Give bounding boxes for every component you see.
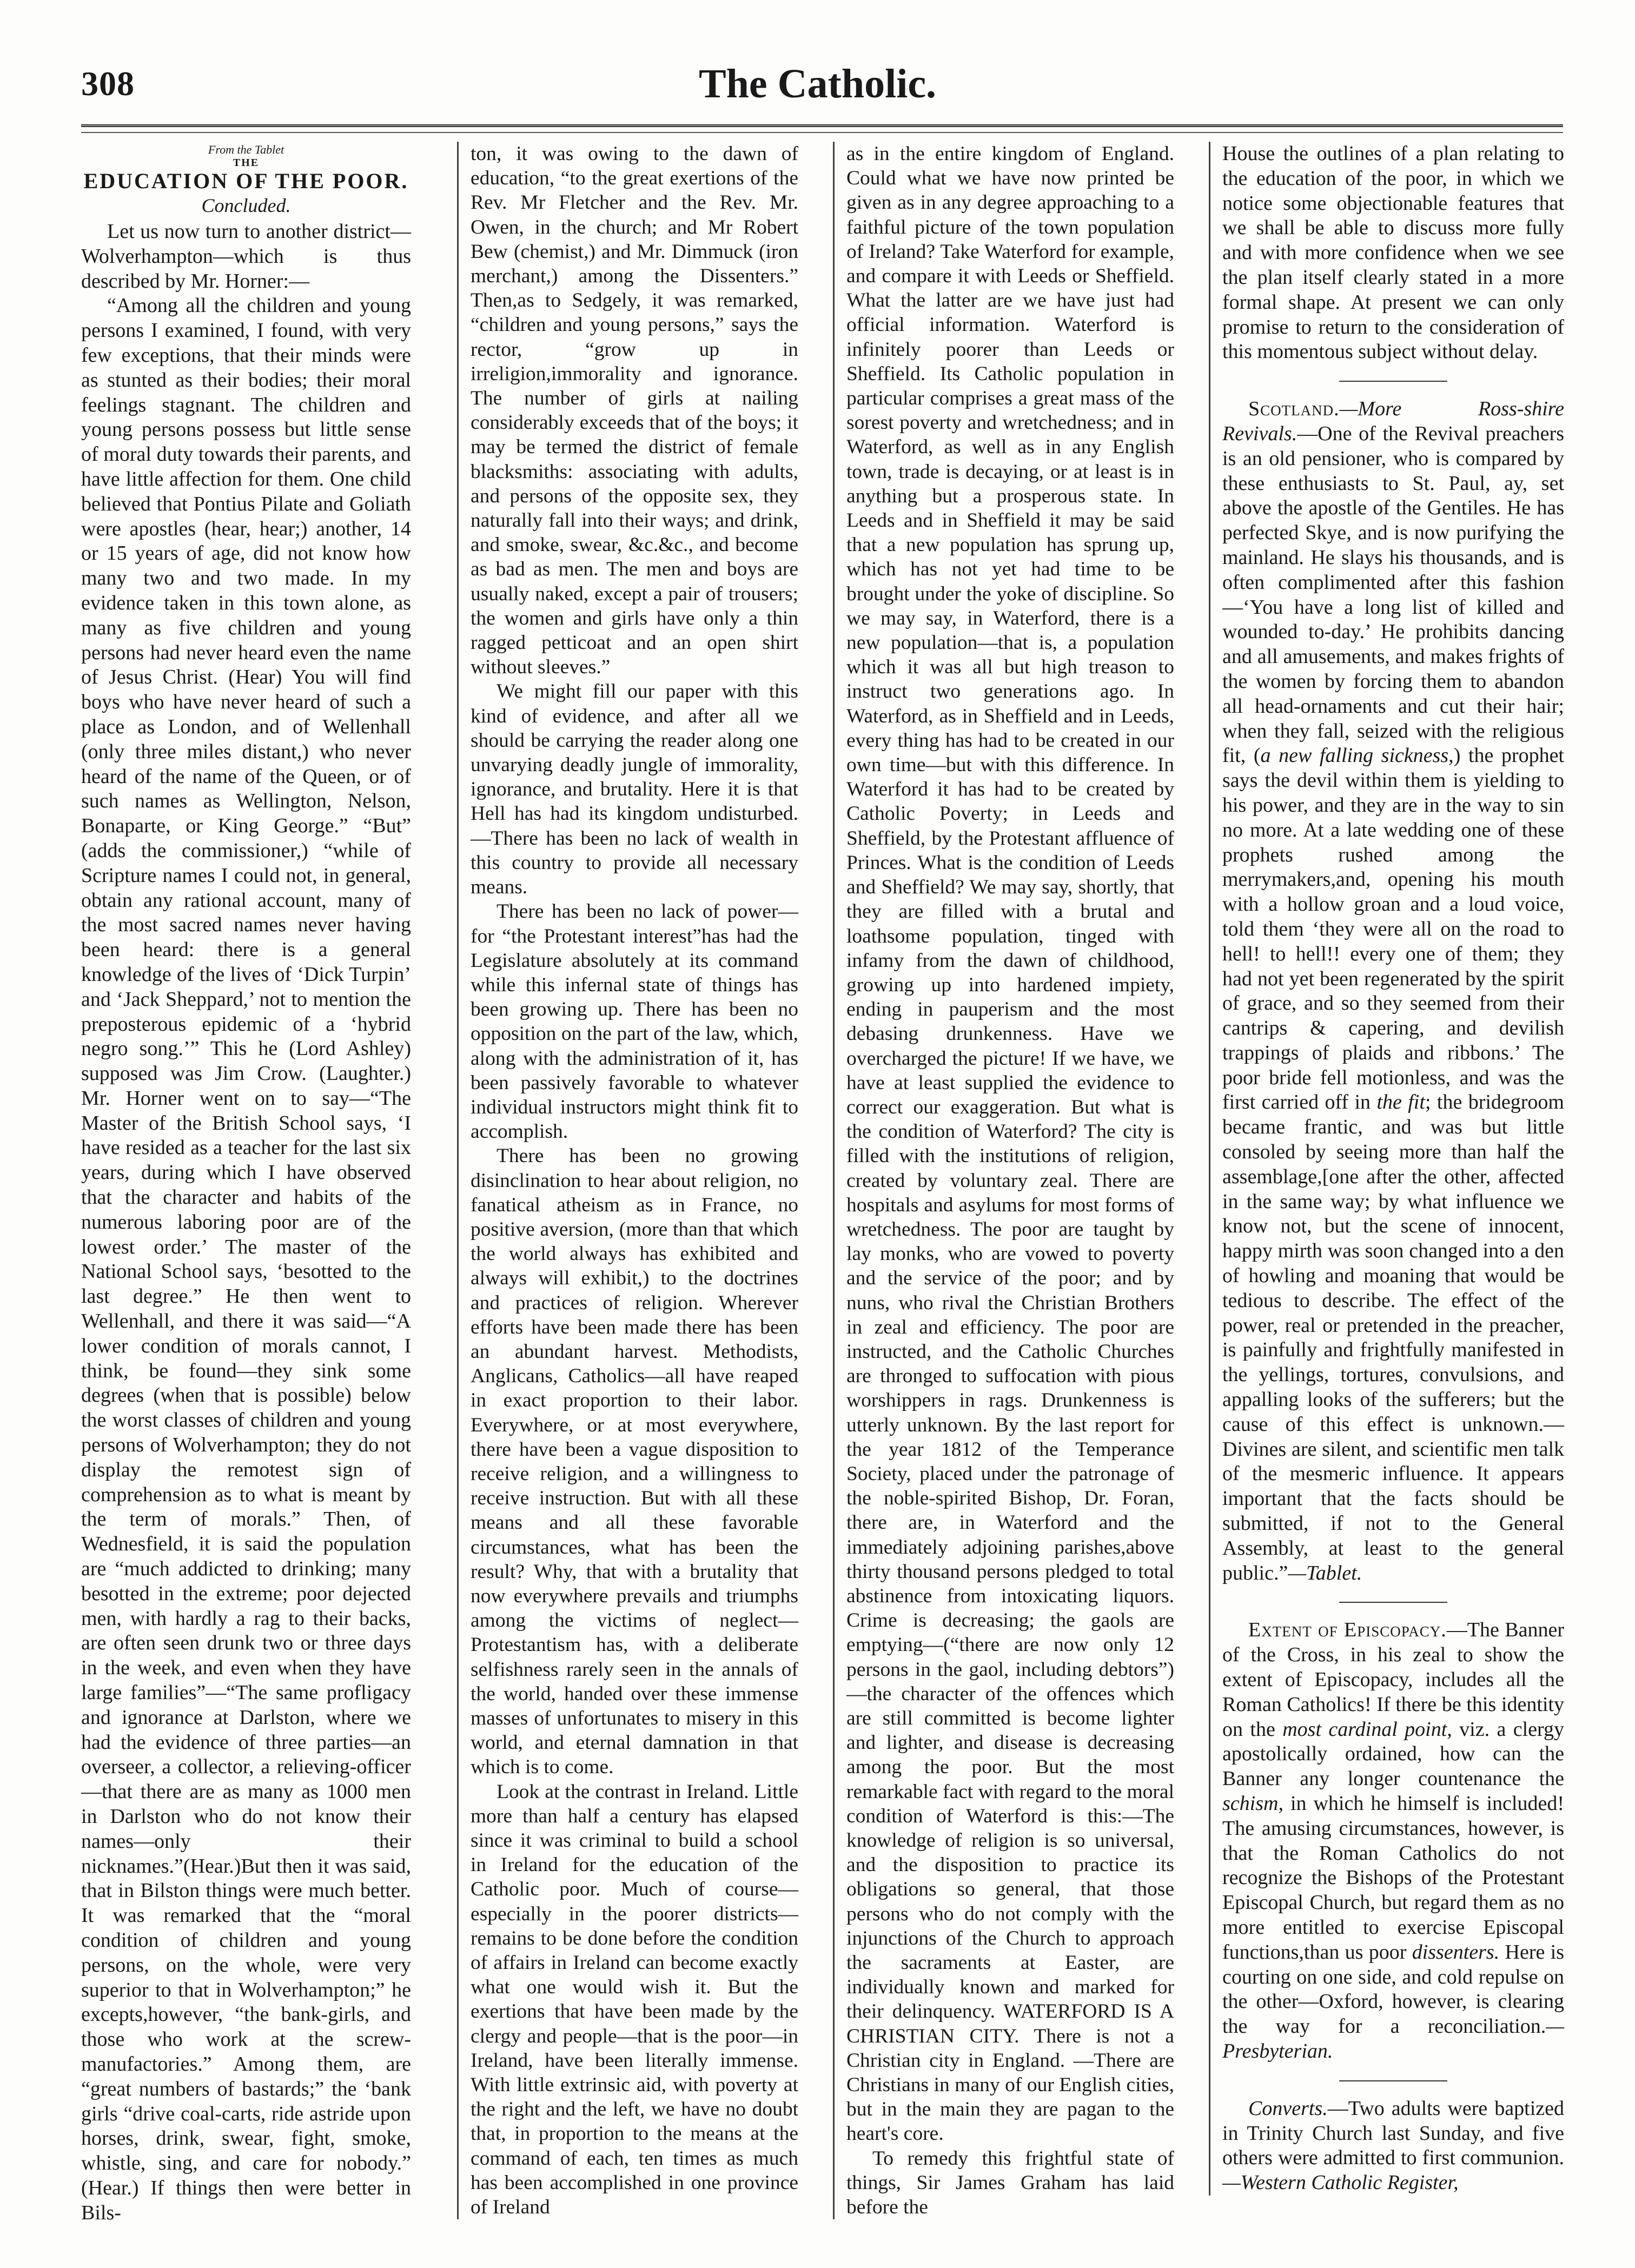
article-text: Here is courting on one side, and cold repulse on the other—Oxford, however, is clearing the way for a reconciliation.: [1222, 1940, 1564, 2038]
paragraph: “Among all the children and young persons I examined, I found, with very few exceptions, that their minds were as stunted as their bodies; their moral feelings stagnant. The children and young persons possess but little sense of moral duty towards their parents, and have little affection for them. One child believed that Pontius Pilate and Goliath were apostles (hear, hear;) another, 14 or 15 years of age, did not know how many two and two made. In my evidence taken in this town alone, as many as five children and young persons had never heard even the name of Jesus Christ. (Hear) You will find boys who have never heard of such a place as London, and of Wellenhall (only three miles distant,) who never heard of the name of the Queen, or of such names as Wellington, Nelson, Bonaparte, or King George.” “But” (adds the commissioner,) “while of Scripture names I could not, in general, obtain any rational account, many of the most sacred names never having been heard: there is a general knowledge of the lives of ‘Dick Turpin’ and ‘Jack Sheppard,’ not to mention the preposterous epidemic of a ‘hybrid negro song.’” This he (Lord Ashley) supposed was Jim Crow. (Laughter.) Mr. Horner went on to say—“The Master of the British School says, ‘I have resided as a teacher for the last six years, during which I have observed that the character and habits of the numerous laboring poor are of the lowest order.’ The master of the National School says, ‘besotted to the last degree.” He then went to Wellenhall, and there it was said—“A lower condition of morals cannot, I think, be found—they sink some degrees (when that is possible) below the worst classes of children and young persons of Wolverhampton; they do not display the remotest sign of comprehension as to what is meant by the term of morals.” Then, of Wednesfield, it is said the population are “much addicted to drinking; many besotted in the extreme; poor dejected men, with hardly a rag to their backs, are often seen drunk two or three days in the week, and even when they have large families”—“The same profligacy and ignorance at Darlston, where we had the evidence of three parties—an overseer, a collector, a relieving-officer—that there are as many as 1000 men in Darlston who do not know their names—only their nicknames.”(Hear.)But then it was said, that in Bilston things were much better. It was remarked that the “moral condition of children and young persons, on the whole, were very superior to that in Wolverhampton;” he excepts,however, “the bank-girls, and those who work at the screw-manufactories.” Among them, are “great numbers of bastards;” the ‘bank girls “drive coal-carts, ride astride upon horses, drink, swear, fight, smoke, whistle, sing, and care for nobody.” (Hear.) If things then were better in Bils-: [81, 294, 411, 2224]
article-text-italic: a new falling sickness,: [1260, 744, 1454, 767]
column-1: [81, 142, 411, 2226]
article-text-italic: schism,: [1222, 1792, 1283, 1815]
article-text-italic: dissenters.: [1412, 1940, 1500, 1964]
article-text: ; the bridegroom became frantic, and was but little consoled by seeing more than half the assemblage,[one after the other, affected in the same way; by what influence we know not, but the scene of innocent, happy mirth was soon changed into a den of howling and moaning that would be tedious to describe. The effect of the power, real or pretended in the preacher, is painfully and frightfully manifested in the yellings, tortures, convulsions, and appalling looks of the sufferers; but the cause of this effect is unknown.—Divines are silent, and scientific men talk of the mesmeric influence. It appears important that the facts should be submitted, if not to the General Assembly, at least to the general public.”: [1222, 1091, 1564, 1584]
article-text: viz. a clergy apostolically ordained, how can the Banner any longer countenance the: [1222, 1717, 1564, 1790]
publication-title: The Catholic.: [698, 61, 937, 107]
paragraph: There has been no lack of power—for “the Protestant interest”has had the Legislature absolutely at its command while this infernal state of things has been growing up. There has been no opposition on the part of the law, which, along with the administration of it, has been passively favorable to whatever individual instructors might think fit to accomplish.: [471, 900, 798, 1143]
article-converts: [1222, 2097, 1564, 2196]
paragraph: ton, it was owing to the dawn of education, “to the great exertions of the Rev. Mr Fletcher and the Rev. Mr. Owen, in the church; and Mr Robert Bew (chemist,) and Mr. Dimmuck (iron merchant,) among the Dissenters.” Then,as to Sedgely, it was remarked, “children and young persons,” says the rector, “grow up in irreligion,immorality and ignorance. The number of girls at nailing considerably exceeds that of the boys; it may be termed the district of female blacksmiths: associating with adults, and persons of the opposite sex, they naturally fall into their ways; and drink, and smoke, swear, &c.&c., and become as bad as men. The men and boys are usually naked, except a pair of trousers; the women and girls have only a thin ragged petticoat and an open shirt without sleeves.”: [471, 143, 798, 679]
header-rule: [81, 124, 1563, 127]
article-text: in which he himself is included! The amusing circumstances, however, is that the Roman Catholics do not recognize the Bishops of the Protestant Episcopal Church, but regard them as no more entitled to exercise Episcopal functions,than us poor: [1222, 1792, 1564, 1964]
paragraph: House the outlines of a plan relating to the education of the poor, in which we notice some objectionable features that we shall be able to discuss more fully and with more confidence when we see the plan itself clearly stated in a more formal shape. At present we can only promise to return to the consideration of this momentous subject without delay.: [1222, 142, 1564, 363]
article-status: Concluded.: [201, 195, 291, 216]
paragraph: There has been no growing disinclination to hear about religion, no fanatical atheism as in France, no positive aversion, (more than that which the world always has exhibited and always will exhibit,) to the doctrines and practices of religion. Wherever efforts have been made there has been an abundant harvest. Methodists, Anglicans, Catholics—all have reaped in exact proportion to their labor. Everywhere, or at most everywhere, there have been a vague disposition to receive religion, and a willingness to receive instruction. But with all these means and all these favorable circumstances, what has been the result? Why, that with a brutality that now everywhere prevails and triumphs among the victims of neglect—Protestantism has, with a deliberate selfishness rarely seen in the annals of the world, handed over these immense masses of unfortunates to misery in this world, and eternal damnation in that which is to come.: [471, 1145, 798, 1779]
article-text-italic: the fit: [1376, 1091, 1425, 1114]
article-title: EDUCATION OF THE POOR.: [83, 169, 409, 193]
article-source-line: From the Tablet: [208, 143, 284, 156]
article-source: —Western Catholic Register,: [1222, 2171, 1459, 2194]
article-title-prefix: THE: [233, 157, 260, 169]
article-text-italic: most cardinal point,: [1282, 1717, 1452, 1741]
column-3: [833, 142, 1174, 2219]
article-heading: Scotland.: [1248, 397, 1340, 421]
paragraph: We might fill our paper with this kind of evidence, and after all we should be carrying the reader along one unvarying deadly jungle of immorality, ignorance, and brutality. Here it is that Hell has had its kingdom undisturbed.—There has been no lack of wealth in this country to provide all necessary means.: [471, 680, 798, 899]
article-episcopacy: [1222, 1618, 1564, 2064]
article-separator: [1339, 1602, 1447, 1603]
article-separator: [1339, 2080, 1447, 2081]
article-text: —The Banner of the Cross, in his zeal to show the extent of Episcopacy, includes all the Roman Catholics! If there be this identity on the: [1222, 1619, 1564, 1741]
column-2: [457, 142, 798, 2219]
article-text: —Two adults were baptized in Trinity Church last Sunday, and five others were admitted to first communion.: [1222, 2097, 1564, 2170]
article-source: —Presbyterian.: [1222, 2015, 1564, 2063]
paragraph: Let us now turn to another district—Wolverhampton—which is thus described by Mr. Horner:—: [81, 220, 411, 293]
article-scotland: [1222, 397, 1564, 1586]
paragraph: as in the entire kingdom of England. Could what we have now printed be given as in any degree approaching to a faithful picture of the town population of Ireland? Take Waterford for example, and compare it with Leeds or Sheffield. What the latter are we have just had official information. Waterford is infinitely poorer than Leeds or Sheffield. Its Catholic population in particular comprises a great mass of the sorest poverty and wretchedness; and in Waterford, as well as in any English town, trade is decaying, or at least is in anything but a prosperous state. In Leeds and in Sheffield it may be said that a new population has sprung up, which has not yet had time to be brought under the yoke of discipline. So we may say, in Waterford, there is a new population—that is, a population which it was all but high treason to instruct two generations ago. In Waterford, as in Sheffield and in Leeds, every thing has had to be created in our own time—but with this difference. In Waterford it has had to be created by Catholic Poverty; in Leeds and Sheffield, by the Protestant affluence of Princes. What is the condition of Leeds and Sheffield? We may say, shortly, that they are filled with a brutal and loathsome population, tinged with infamy from the dawn of childhood, growing up into hardened impiety, ending in pauperism and the most debasing drunkenness. Have we overcharged the picture! If we have, we have at least supplied the evidence to correct our exaggeration. But what is the condition of Waterford? The city is filled with the institutions of religion, created by voluntary zeal. There are hospitals and asylums for most forms of wretchedness. The poor are taught by lay monks, who are vowed to poverty and the service of the poor; and by nuns, who rival the Christian Brothers in zeal and efficiency. The poor are instructed, and the Catholic Churches are thronged to suffocation with pious worshippers in rags. Drunkenness is utterly unknown. By the last report for the year 1812 of the Temperance Society, placed under the patronage of the noble-spirited Bishop, Dr. Foran, there are, in Waterford and the immediately adjoining parishes,above thirty thousand persons pledged to total abstinence from intoxicating liquors. Crime is decreasing; the gaols are emptying—(“there are now only 12 persons in the gaol, including debtors”)—the character of the offences which are still committed is become lighter and lighter, and disease is decreasing among the poor. But the most remarkable fact with regard to the moral condition of Waterford is this:—The knowledge of religion is so universal, and the disposition to practice its obligations so general, that those persons who do not comply with the injunctions of the Church to approach the sacraments at Easter, are individually known and marked for their delinquency. WATERFORD IS A CHRISTIAN CITY. There is not a Christian city in England. —There are Christians in many of our English cities, but in the main they are pagan to the heart's core.: [846, 143, 1174, 2145]
article-heading: Converts.: [1248, 2097, 1328, 2120]
article-source: —Tablet.: [1288, 1561, 1362, 1584]
article-subheading: —More Ross-shire Revivals.: [1222, 397, 1564, 445]
article-text: —One of the Revival preachers is an old pensioner, who is compared by these enthusiasts to St. Paul, ay, set above the apostle of the Gentiles. He has perfected Skye, and is now purifying the mainland. He slays his thousands, and is often complimented after this fashion—‘You have a long list of killed and wounded to-day.’ He prohibits dancing and all amusements, and makes frights of the women by forcing them to abandon all head-ornaments and cut their hair; when they fall, seized with the religious fit, (: [1222, 422, 1564, 767]
paragraph: To remedy this frightful state of things, Sir James Graham has laid before the: [846, 2147, 1174, 2219]
article-separator: [1339, 381, 1447, 382]
paragraph: Look at the contrast in Ireland. Little more than half a century has elapsed since it was criminal to build a school in Ireland for the education of the Catholic poor. Much of course—especially in the poorer districts—remains to be done before the condition of affairs in Ireland can become exactly what one would wish it. But the exertions that have been made by the clergy and people—that is the poor—in Ireland, have been literally immense. With little extrinsic aid, with poverty at the right and the left, we have no doubt that, in proportion to the means at the command of each, ten times as much has been accomplished in one province of Ireland: [471, 1780, 798, 2219]
header-rule-thin: [81, 132, 1563, 133]
page-number: 308: [81, 64, 135, 103]
column-4: [1209, 142, 1564, 2196]
article-heading: Extent of Episcopacy.: [1248, 1619, 1447, 1642]
article-text: ) the prophet says the devil within them is yielding to his power, and they are in the way to sin no more. At a late wedding one of these prophets rushed among the merrymakers,and, opening his mouth with a hollow groan and a loud voice, told them ‘they were all on the road to hell! to hell!! every one of them; they had not yet been regenerated by the spirit of grace, and so they seemed from their cantrips & capering, and devilish trappings of plaids and ribbons.’ The poor bride fell motionless, and was the first carried off in: [1222, 744, 1564, 1114]
